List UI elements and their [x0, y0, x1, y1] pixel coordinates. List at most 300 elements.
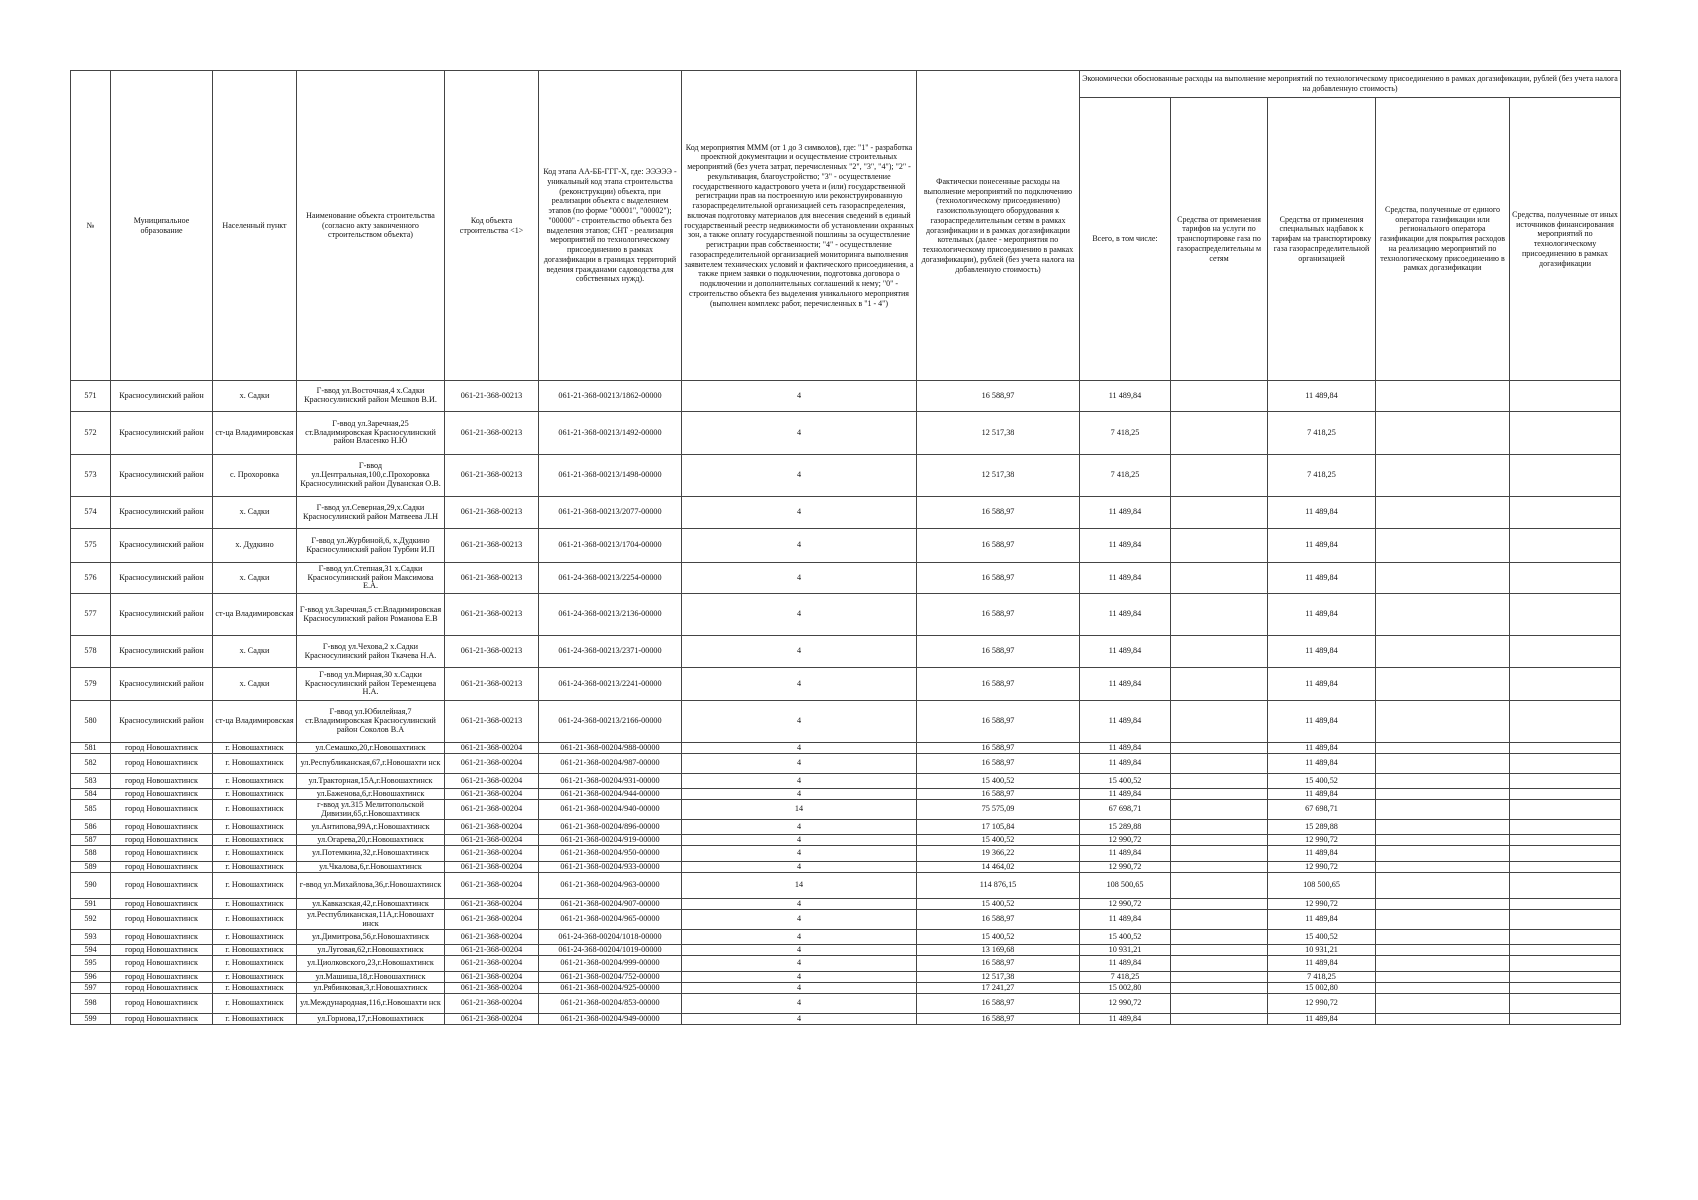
municipality-cell: город Новошахтинск — [111, 789, 213, 800]
row-number-cell: 578 — [71, 636, 111, 668]
actual-costs-cell: 16 588,97 — [917, 701, 1080, 743]
object-code-cell: 061-21-368-00204 — [445, 820, 539, 835]
total-costs-cell: 11 489,84 — [1080, 381, 1171, 412]
object-code-cell: 061-21-368-00204 — [445, 899, 539, 910]
stage-code-cell: 061-24-368-00213/2166-00000 — [539, 701, 682, 743]
actual-costs-cell: 17 105,84 — [917, 820, 1080, 835]
object-name-cell: Г-ввод ул.Центральная,100,с.Прохоровка Красносулинский район Дуванская О.В. — [297, 455, 445, 497]
other-sources-cell — [1510, 754, 1621, 774]
tariff-transport-cell — [1171, 636, 1268, 668]
single-operator-cell — [1376, 800, 1510, 820]
tariff-transport-cell — [1171, 846, 1268, 862]
special-surcharges-cell: 108 500,65 — [1268, 873, 1376, 899]
actual-costs-cell: 16 588,97 — [917, 668, 1080, 701]
total-costs-cell: 11 489,84 — [1080, 668, 1171, 701]
tariff-transport-cell — [1171, 529, 1268, 563]
municipality-cell: Красносулинский район — [111, 412, 213, 455]
table-row — [71, 636, 1621, 668]
row-number-cell: 585 — [71, 800, 111, 820]
object-code-cell: 061-21-368-00204 — [445, 754, 539, 774]
stage-code-cell: 061-21-368-00204/944-00000 — [539, 789, 682, 800]
header-tariff-transport: Средства от применения тарифов на услуги по транспортировке газа по газораспределительны м сетям — [1171, 98, 1268, 381]
stage-code-cell: 061-21-368-00204/907-00000 — [539, 899, 682, 910]
event-code-cell: 4 — [682, 820, 917, 835]
settlement-cell: х. Садки — [213, 668, 297, 701]
other-sources-cell — [1510, 743, 1621, 754]
stage-code-cell: 061-21-368-00213/2077-00000 — [539, 497, 682, 529]
settlement-cell: г. Новошахтинск — [213, 930, 297, 945]
stage-code-cell: 061-21-368-00204/949-00000 — [539, 1014, 682, 1025]
tariff-transport-cell — [1171, 862, 1268, 873]
event-code-cell: 4 — [682, 668, 917, 701]
total-costs-cell: 12 990,72 — [1080, 899, 1171, 910]
single-operator-cell — [1376, 994, 1510, 1014]
event-code-cell: 4 — [682, 910, 917, 930]
tariff-transport-cell — [1171, 497, 1268, 529]
row-number-cell: 587 — [71, 835, 111, 846]
stage-code-cell: 061-21-368-00204/925-00000 — [539, 983, 682, 994]
special-surcharges-cell: 11 489,84 — [1268, 668, 1376, 701]
stage-code-cell: 061-24-368-00213/2136-00000 — [539, 594, 682, 636]
object-name-cell: ул.Чкаловa,6,г.Новошахтинск — [297, 862, 445, 873]
municipality-cell: город Новошахтинск — [111, 956, 213, 972]
special-surcharges-cell: 11 489,84 — [1268, 381, 1376, 412]
object-name-cell: Г-ввод ул.Юбилейная,7 ст.Владимировская Красносулинский район Соколов В.А — [297, 701, 445, 743]
total-costs-cell: 7 418,25 — [1080, 972, 1171, 983]
municipality-cell: город Новошахтинск — [111, 930, 213, 945]
actual-costs-cell: 16 588,97 — [917, 563, 1080, 594]
object-code-cell: 061-21-368-00204 — [445, 800, 539, 820]
single-operator-cell — [1376, 956, 1510, 972]
actual-costs-cell: 15 400,52 — [917, 774, 1080, 789]
event-code-cell: 4 — [682, 835, 917, 846]
other-sources-cell — [1510, 1014, 1621, 1025]
table-row — [71, 800, 1621, 820]
settlement-cell: г. Новошахтинск — [213, 972, 297, 983]
stage-code-cell: 061-21-368-00204/950-00000 — [539, 846, 682, 862]
single-operator-cell — [1376, 983, 1510, 994]
actual-costs-cell: 114 876,15 — [917, 873, 1080, 899]
row-number-cell: 588 — [71, 846, 111, 862]
special-surcharges-cell: 10 931,21 — [1268, 945, 1376, 956]
special-surcharges-cell: 11 489,84 — [1268, 754, 1376, 774]
stage-code-cell: 061-21-368-00204/987-00000 — [539, 754, 682, 774]
object-name-cell: Г-ввод ул.Мирная,30 х.Садки Красносулинский район Теременцева Н.А. — [297, 668, 445, 701]
municipality-cell: Красносулинский район — [111, 529, 213, 563]
tariff-transport-cell — [1171, 668, 1268, 701]
other-sources-cell — [1510, 563, 1621, 594]
row-number-cell: 572 — [71, 412, 111, 455]
total-costs-cell: 12 990,72 — [1080, 862, 1171, 873]
special-surcharges-cell: 7 418,25 — [1268, 412, 1376, 455]
actual-costs-cell: 16 588,97 — [917, 497, 1080, 529]
single-operator-cell — [1376, 412, 1510, 455]
table-row — [71, 983, 1621, 994]
municipality-cell: Красносулинский район — [111, 636, 213, 668]
object-name-cell: Г-ввод ул.Северная,29,х.Садки Красносулинский район Матвеева Л.Н — [297, 497, 445, 529]
stage-code-cell: 061-21-368-00213/1492-00000 — [539, 412, 682, 455]
special-surcharges-cell: 15 400,52 — [1268, 774, 1376, 789]
event-code-cell: 4 — [682, 381, 917, 412]
row-number-cell: 598 — [71, 994, 111, 1014]
header-single-operator: Средства, полученные от единого оператора газификации или регионального оператора газификации для покрытия расходов на реализацию мероприятий по технологическому присоединению в рамках догазификации — [1376, 98, 1510, 381]
settlement-cell: г. Новошахтинск — [213, 945, 297, 956]
object-name-cell: ул.Горнова,17,г.Новошахтинск — [297, 1014, 445, 1025]
event-code-cell: 4 — [682, 754, 917, 774]
actual-costs-cell: 16 588,97 — [917, 754, 1080, 774]
object-code-cell: 061-21-368-00204 — [445, 846, 539, 862]
special-surcharges-cell: 11 489,84 — [1268, 701, 1376, 743]
event-code-cell: 4 — [682, 930, 917, 945]
municipality-cell: город Новошахтинск — [111, 743, 213, 754]
stage-code-cell: 061-24-368-00204/1018-00000 — [539, 930, 682, 945]
tariff-transport-cell — [1171, 994, 1268, 1014]
total-costs-cell: 15 400,52 — [1080, 930, 1171, 945]
object-code-cell: 061-21-368-00204 — [445, 789, 539, 800]
object-name-cell: Г-ввод ул.Степная,31 х.Садки Красносулинский район Максимова Е.А. — [297, 563, 445, 594]
total-costs-cell: 11 489,84 — [1080, 910, 1171, 930]
stage-code-cell: 061-24-368-00204/1019-00000 — [539, 945, 682, 956]
actual-costs-cell: 16 588,97 — [917, 594, 1080, 636]
table-row — [71, 668, 1621, 701]
single-operator-cell — [1376, 636, 1510, 668]
total-costs-cell: 11 489,84 — [1080, 743, 1171, 754]
single-operator-cell — [1376, 743, 1510, 754]
special-surcharges-cell: 15 400,52 — [1268, 930, 1376, 945]
object-name-cell: г-ввод ул.315 Мелитопольской Дивизии,65,г.Новошахтинск — [297, 800, 445, 820]
settlement-cell: х. Садки — [213, 563, 297, 594]
object-name-cell: ул.Машиша,18,г.Новошахтинск — [297, 972, 445, 983]
municipality-cell: Красносулинский район — [111, 455, 213, 497]
object-code-cell: 061-21-368-00204 — [445, 983, 539, 994]
stage-code-cell: 061-21-368-00204/999-00000 — [539, 956, 682, 972]
tariff-transport-cell — [1171, 563, 1268, 594]
municipality-cell: город Новошахтинск — [111, 862, 213, 873]
table-row — [71, 945, 1621, 956]
object-name-cell: ул.Луговая,62,г.Новошахтинск — [297, 945, 445, 956]
document-sheet — [70, 70, 1621, 1025]
other-sources-cell — [1510, 594, 1621, 636]
object-name-cell: ул.Республиканская,67,г.Новошахти нск — [297, 754, 445, 774]
header-economic-costs-group: Экономически обоснованные расходы на выполнение мероприятий по технологическому присоединению в рамках догазификации, рублей (без учета налога на добавленную стоимость) — [1080, 71, 1621, 98]
tariff-transport-cell — [1171, 455, 1268, 497]
other-sources-cell — [1510, 930, 1621, 945]
table-row — [71, 594, 1621, 636]
settlement-cell: г. Новошахтинск — [213, 820, 297, 835]
actual-costs-cell: 16 588,97 — [917, 529, 1080, 563]
single-operator-cell — [1376, 910, 1510, 930]
total-costs-cell: 11 489,84 — [1080, 636, 1171, 668]
event-code-cell: 4 — [682, 743, 917, 754]
table-row — [71, 899, 1621, 910]
header-settlement: Населенный пункт — [213, 71, 297, 381]
settlement-cell: г. Новошахтинск — [213, 800, 297, 820]
object-code-cell: 061-21-368-00213 — [445, 455, 539, 497]
row-number-cell: 576 — [71, 563, 111, 594]
tariff-transport-cell — [1171, 945, 1268, 956]
municipality-cell: город Новошахтинск — [111, 873, 213, 899]
settlement-cell: ст-ца Владимировская — [213, 701, 297, 743]
other-sources-cell — [1510, 873, 1621, 899]
actual-costs-cell: 12 517,38 — [917, 455, 1080, 497]
municipality-cell: город Новошахтинск — [111, 983, 213, 994]
other-sources-cell — [1510, 820, 1621, 835]
actual-costs-cell: 16 588,97 — [917, 956, 1080, 972]
settlement-cell: г. Новошахтинск — [213, 789, 297, 800]
table-row — [71, 497, 1621, 529]
event-code-cell: 4 — [682, 956, 917, 972]
municipality-cell: город Новошахтинск — [111, 846, 213, 862]
row-number-cell: 589 — [71, 862, 111, 873]
tariff-transport-cell — [1171, 789, 1268, 800]
actual-costs-cell: 75 575,09 — [917, 800, 1080, 820]
single-operator-cell — [1376, 668, 1510, 701]
object-code-cell: 061-21-368-00213 — [445, 381, 539, 412]
single-operator-cell — [1376, 972, 1510, 983]
object-code-cell: 061-21-368-00213 — [445, 497, 539, 529]
other-sources-cell — [1510, 701, 1621, 743]
actual-costs-cell: 16 588,97 — [917, 1014, 1080, 1025]
event-code-cell: 4 — [682, 636, 917, 668]
actual-costs-cell: 16 588,97 — [917, 743, 1080, 754]
stage-code-cell: 061-21-368-00204/752-00000 — [539, 972, 682, 983]
row-number-cell: 591 — [71, 899, 111, 910]
object-name-cell: Г-ввод ул.Заречная,25 ст.Владимировская Красносулинский район Власенко Н.Ю — [297, 412, 445, 455]
single-operator-cell — [1376, 835, 1510, 846]
special-surcharges-cell: 7 418,25 — [1268, 972, 1376, 983]
special-surcharges-cell: 11 489,84 — [1268, 846, 1376, 862]
settlement-cell: г. Новошахтинск — [213, 846, 297, 862]
row-number-cell: 580 — [71, 701, 111, 743]
other-sources-cell — [1510, 994, 1621, 1014]
event-code-cell: 4 — [682, 789, 917, 800]
actual-costs-cell: 16 588,97 — [917, 789, 1080, 800]
tariff-transport-cell — [1171, 743, 1268, 754]
other-sources-cell — [1510, 846, 1621, 862]
special-surcharges-cell: 15 289,88 — [1268, 820, 1376, 835]
other-sources-cell — [1510, 529, 1621, 563]
special-surcharges-cell: 11 489,84 — [1268, 563, 1376, 594]
object-code-cell: 061-21-368-00204 — [445, 910, 539, 930]
object-code-cell: 061-21-368-00204 — [445, 774, 539, 789]
event-code-cell: 4 — [682, 983, 917, 994]
object-name-cell: г-ввод ул.Михайлова,36,г.Новошахтинск — [297, 873, 445, 899]
settlement-cell: х. Дудкино — [213, 529, 297, 563]
tariff-transport-cell — [1171, 820, 1268, 835]
event-code-cell: 4 — [682, 846, 917, 862]
special-surcharges-cell: 11 489,84 — [1268, 497, 1376, 529]
total-costs-cell: 7 418,25 — [1080, 455, 1171, 497]
stage-code-cell: 061-21-368-00213/1498-00000 — [539, 455, 682, 497]
settlement-cell: х. Садки — [213, 497, 297, 529]
municipality-cell: город Новошахтинск — [111, 994, 213, 1014]
actual-costs-cell: 13 169,68 — [917, 945, 1080, 956]
other-sources-cell — [1510, 774, 1621, 789]
single-operator-cell — [1376, 873, 1510, 899]
special-surcharges-cell: 11 489,84 — [1268, 956, 1376, 972]
special-surcharges-cell: 67 698,71 — [1268, 800, 1376, 820]
special-surcharges-cell: 12 990,72 — [1268, 862, 1376, 873]
total-costs-cell: 10 931,21 — [1080, 945, 1171, 956]
header-special-surcharges: Средства от применения специальных надбавок к тарифам на транспортировку газа газораспределительной организацией — [1268, 98, 1376, 381]
object-name-cell: ул.Семашко,20,г.Новошахтинск — [297, 743, 445, 754]
special-surcharges-cell: 11 489,84 — [1268, 529, 1376, 563]
settlement-cell: г. Новошахтинск — [213, 754, 297, 774]
object-code-cell: 061-21-368-00204 — [445, 945, 539, 956]
settlement-cell: ст-ца Владимировская — [213, 412, 297, 455]
stage-code-cell: 061-21-368-00204/896-00000 — [539, 820, 682, 835]
single-operator-cell — [1376, 594, 1510, 636]
stage-code-cell: 061-24-368-00213/2241-00000 — [539, 668, 682, 701]
total-costs-cell: 11 489,84 — [1080, 789, 1171, 800]
tariff-transport-cell — [1171, 972, 1268, 983]
row-number-cell: 599 — [71, 1014, 111, 1025]
municipality-cell: город Новошахтинск — [111, 945, 213, 956]
actual-costs-cell: 15 400,52 — [917, 899, 1080, 910]
table-row — [71, 743, 1621, 754]
object-name-cell: ул.Димитрова,56,г.Новошахтинск — [297, 930, 445, 945]
settlement-cell: г. Новошахтинск — [213, 983, 297, 994]
other-sources-cell — [1510, 945, 1621, 956]
object-code-cell: 061-21-368-00204 — [445, 972, 539, 983]
object-code-cell: 061-21-368-00204 — [445, 956, 539, 972]
actual-costs-cell: 16 588,97 — [917, 910, 1080, 930]
event-code-cell: 4 — [682, 529, 917, 563]
row-number-cell: 571 — [71, 381, 111, 412]
object-name-cell: Г-ввод ул.Журбиной,6, х.Дудкино Красносулинский район Турбин И.П — [297, 529, 445, 563]
total-costs-cell: 11 489,84 — [1080, 754, 1171, 774]
special-surcharges-cell: 12 990,72 — [1268, 994, 1376, 1014]
row-number-cell: 574 — [71, 497, 111, 529]
event-code-cell: 4 — [682, 455, 917, 497]
other-sources-cell — [1510, 668, 1621, 701]
municipality-cell: Красносулинский район — [111, 594, 213, 636]
total-costs-cell: 15 400,52 — [1080, 774, 1171, 789]
header-object-code: Код объекта строительства <1> — [445, 71, 539, 381]
header-other-sources: Средства, полученные от иных источников финансирования мероприятий по технологическому присоединению в рамках догазификации — [1510, 98, 1621, 381]
settlement-cell: ст-ца Владимировская — [213, 594, 297, 636]
municipality-cell: Красносулинский район — [111, 381, 213, 412]
object-code-cell: 061-21-368-00204 — [445, 835, 539, 846]
tariff-transport-cell — [1171, 701, 1268, 743]
single-operator-cell — [1376, 754, 1510, 774]
header-stage-code: Код этапа АА-ББ-ГГГ-Х, где: ЭЭЭЭЭ - уникальный код этапа строительства (реконструкции) объекта, при реализации объекта с выделением этапов (по форме "00001", "00002"); "00000" - строительство объекта без выделения этапов; СНТ - реализация мероприятий по технологическому присоединению в рамках догазификации в границах территорий ведения гражданами садоводства для собственных нужд). — [539, 71, 682, 381]
table-row — [71, 994, 1621, 1014]
table-body — [71, 381, 1621, 1025]
row-number-cell: 596 — [71, 972, 111, 983]
other-sources-cell — [1510, 956, 1621, 972]
table-row — [71, 455, 1621, 497]
tariff-transport-cell — [1171, 381, 1268, 412]
table-row — [71, 972, 1621, 983]
object-name-cell: ул.Республиканская,11А,г.Новошахт инск — [297, 910, 445, 930]
object-code-cell: 061-21-368-00204 — [445, 930, 539, 945]
stage-code-cell: 061-21-368-00204/853-00000 — [539, 994, 682, 1014]
special-surcharges-cell: 12 990,72 — [1268, 899, 1376, 910]
row-number-cell: 586 — [71, 820, 111, 835]
tariff-transport-cell — [1171, 956, 1268, 972]
special-surcharges-cell: 11 489,84 — [1268, 743, 1376, 754]
municipality-cell: город Новошахтинск — [111, 835, 213, 846]
object-code-cell: 061-21-368-00213 — [445, 594, 539, 636]
event-code-cell: 4 — [682, 945, 917, 956]
object-name-cell: ул.Международная,116,г.Новошахти нск — [297, 994, 445, 1014]
table-row — [71, 820, 1621, 835]
tariff-transport-cell — [1171, 412, 1268, 455]
single-operator-cell — [1376, 529, 1510, 563]
municipality-cell: город Новошахтинск — [111, 774, 213, 789]
other-sources-cell — [1510, 899, 1621, 910]
single-operator-cell — [1376, 701, 1510, 743]
row-number-cell: 579 — [71, 668, 111, 701]
single-operator-cell — [1376, 455, 1510, 497]
stage-code-cell: 061-21-368-00204/931-00000 — [539, 774, 682, 789]
tariff-transport-cell — [1171, 800, 1268, 820]
municipality-cell: Красносулинский район — [111, 701, 213, 743]
object-name-cell: ул.Рябинковая,3,г.Новошахтинск — [297, 983, 445, 994]
single-operator-cell — [1376, 563, 1510, 594]
total-costs-cell: 11 489,84 — [1080, 956, 1171, 972]
settlement-cell: х. Садки — [213, 636, 297, 668]
tariff-transport-cell — [1171, 930, 1268, 945]
table-row — [71, 862, 1621, 873]
municipality-cell: город Новошахтинск — [111, 820, 213, 835]
event-code-cell: 4 — [682, 563, 917, 594]
other-sources-cell — [1510, 983, 1621, 994]
object-code-cell: 061-21-368-00213 — [445, 701, 539, 743]
object-name-cell: ул.Тракторная,15А,г.Новошахтинск — [297, 774, 445, 789]
municipality-cell: Красносулинский район — [111, 563, 213, 594]
special-surcharges-cell: 11 489,84 — [1268, 789, 1376, 800]
row-number-cell: 573 — [71, 455, 111, 497]
municipality-cell: город Новошахтинск — [111, 800, 213, 820]
single-operator-cell — [1376, 846, 1510, 862]
special-surcharges-cell: 11 489,84 — [1268, 910, 1376, 930]
total-costs-cell: 108 500,65 — [1080, 873, 1171, 899]
table-row — [71, 910, 1621, 930]
tariff-transport-cell — [1171, 774, 1268, 789]
row-number-cell: 584 — [71, 789, 111, 800]
actual-costs-cell: 12 517,38 — [917, 412, 1080, 455]
other-sources-cell — [1510, 381, 1621, 412]
total-costs-cell: 15 289,88 — [1080, 820, 1171, 835]
stage-code-cell: 061-21-368-00204/919-00000 — [539, 835, 682, 846]
settlement-cell: г. Новошахтинск — [213, 873, 297, 899]
single-operator-cell — [1376, 381, 1510, 412]
tariff-transport-cell — [1171, 983, 1268, 994]
object-name-cell: ул.Циолковского,23,г.Новошахтинск — [297, 956, 445, 972]
single-operator-cell — [1376, 945, 1510, 956]
table-row — [71, 563, 1621, 594]
event-code-cell: 4 — [682, 701, 917, 743]
object-name-cell: ул.Антипова,99А,г.Новошахтинск — [297, 820, 445, 835]
stage-code-cell: 061-21-368-00204/963-00000 — [539, 873, 682, 899]
stage-code-cell: 061-24-368-00213/2371-00000 — [539, 636, 682, 668]
settlement-cell: г. Новошахтинск — [213, 774, 297, 789]
tariff-transport-cell — [1171, 899, 1268, 910]
single-operator-cell — [1376, 789, 1510, 800]
stage-code-cell: 061-21-368-00213/1862-00000 — [539, 381, 682, 412]
actual-costs-cell: 17 241,27 — [917, 983, 1080, 994]
actual-costs-cell: 16 588,97 — [917, 381, 1080, 412]
object-code-cell: 061-21-368-00204 — [445, 994, 539, 1014]
other-sources-cell — [1510, 862, 1621, 873]
other-sources-cell — [1510, 455, 1621, 497]
total-costs-cell: 11 489,84 — [1080, 529, 1171, 563]
object-code-cell: 061-21-368-00204 — [445, 873, 539, 899]
municipality-cell: Красносулинский район — [111, 668, 213, 701]
object-code-cell: 061-21-368-00213 — [445, 563, 539, 594]
